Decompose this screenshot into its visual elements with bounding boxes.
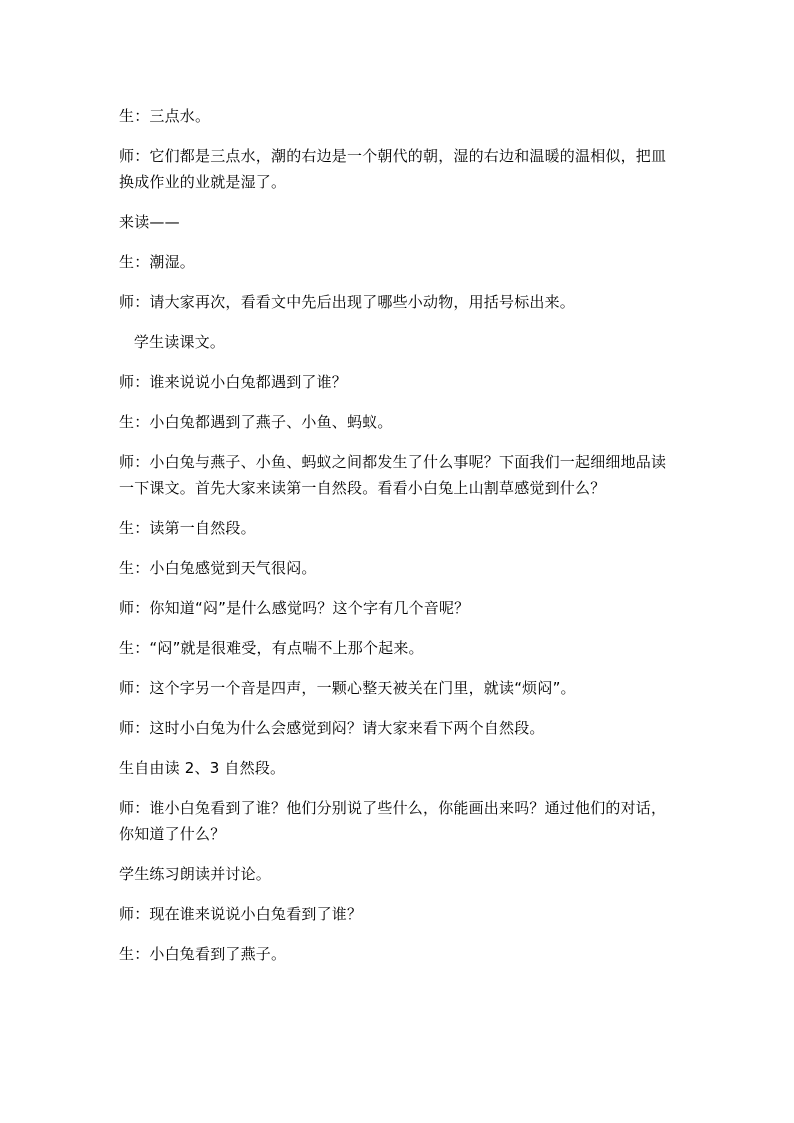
paragraph: 生：小白兔看到了燕子。 [119, 945, 287, 963]
paragraph: 师：你知道“闷”是什么感觉吗？这个字有几个音呢？ [119, 599, 470, 617]
paragraph: 来读—— [119, 213, 180, 231]
paragraph: 生：读第一自然段。 [119, 519, 256, 537]
paragraph: 师：这个字另一个音是四声，一颗心整天被关在门里，就读“烦闷”。 [119, 679, 576, 697]
paragraph: 师：现在谁来说说小白兔看到了谁？ [119, 905, 363, 923]
paragraph: 师：谁来说说小白兔都遇到了谁？ [119, 373, 348, 391]
paragraph: 师：请大家再次，看看文中先后出现了哪些小动物，用括号标出来。 [119, 293, 576, 311]
paragraph: 生自由读 2、3 自然段。 [119, 759, 286, 777]
paragraph: 学生读课文。 [119, 333, 226, 351]
paragraph: 生：“闷”就是很难受，有点喘不上那个起来。 [119, 639, 424, 657]
paragraph: 学生练习朗读并讨论。 [119, 865, 272, 883]
paragraph: 师：谁小白兔看到了谁？他们分别说了些什么，你能画出来吗？通过他们的对话，你知道了什么？ [119, 799, 667, 843]
paragraph: 生：小白兔都遇到了燕子、小鱼、蚂蚁。 [119, 413, 393, 431]
paragraph: 生：三点水。 [119, 107, 211, 125]
paragraph: 师：这时小白兔为什么会感觉到闷？请大家来看下两个自然段。 [119, 719, 545, 737]
paragraph: 生：小白兔感觉到天气很闷。 [119, 559, 317, 577]
paragraph: 生：潮湿。 [119, 253, 196, 271]
document-body [119, 103, 679, 967]
paragraph: 师：它们都是三点水，潮的右边是一个朝代的朝，湿的右边和温暖的温相似，把皿换成作业的业就是湿了。 [119, 147, 667, 191]
paragraph: 师：小白兔与燕子、小鱼、蚂蚁之间都发生了什么事呢？下面我们一起细细地品读一下课文。首先大家来读第一自然段。看看小白兔上山割草感觉到什么？ [119, 453, 667, 497]
